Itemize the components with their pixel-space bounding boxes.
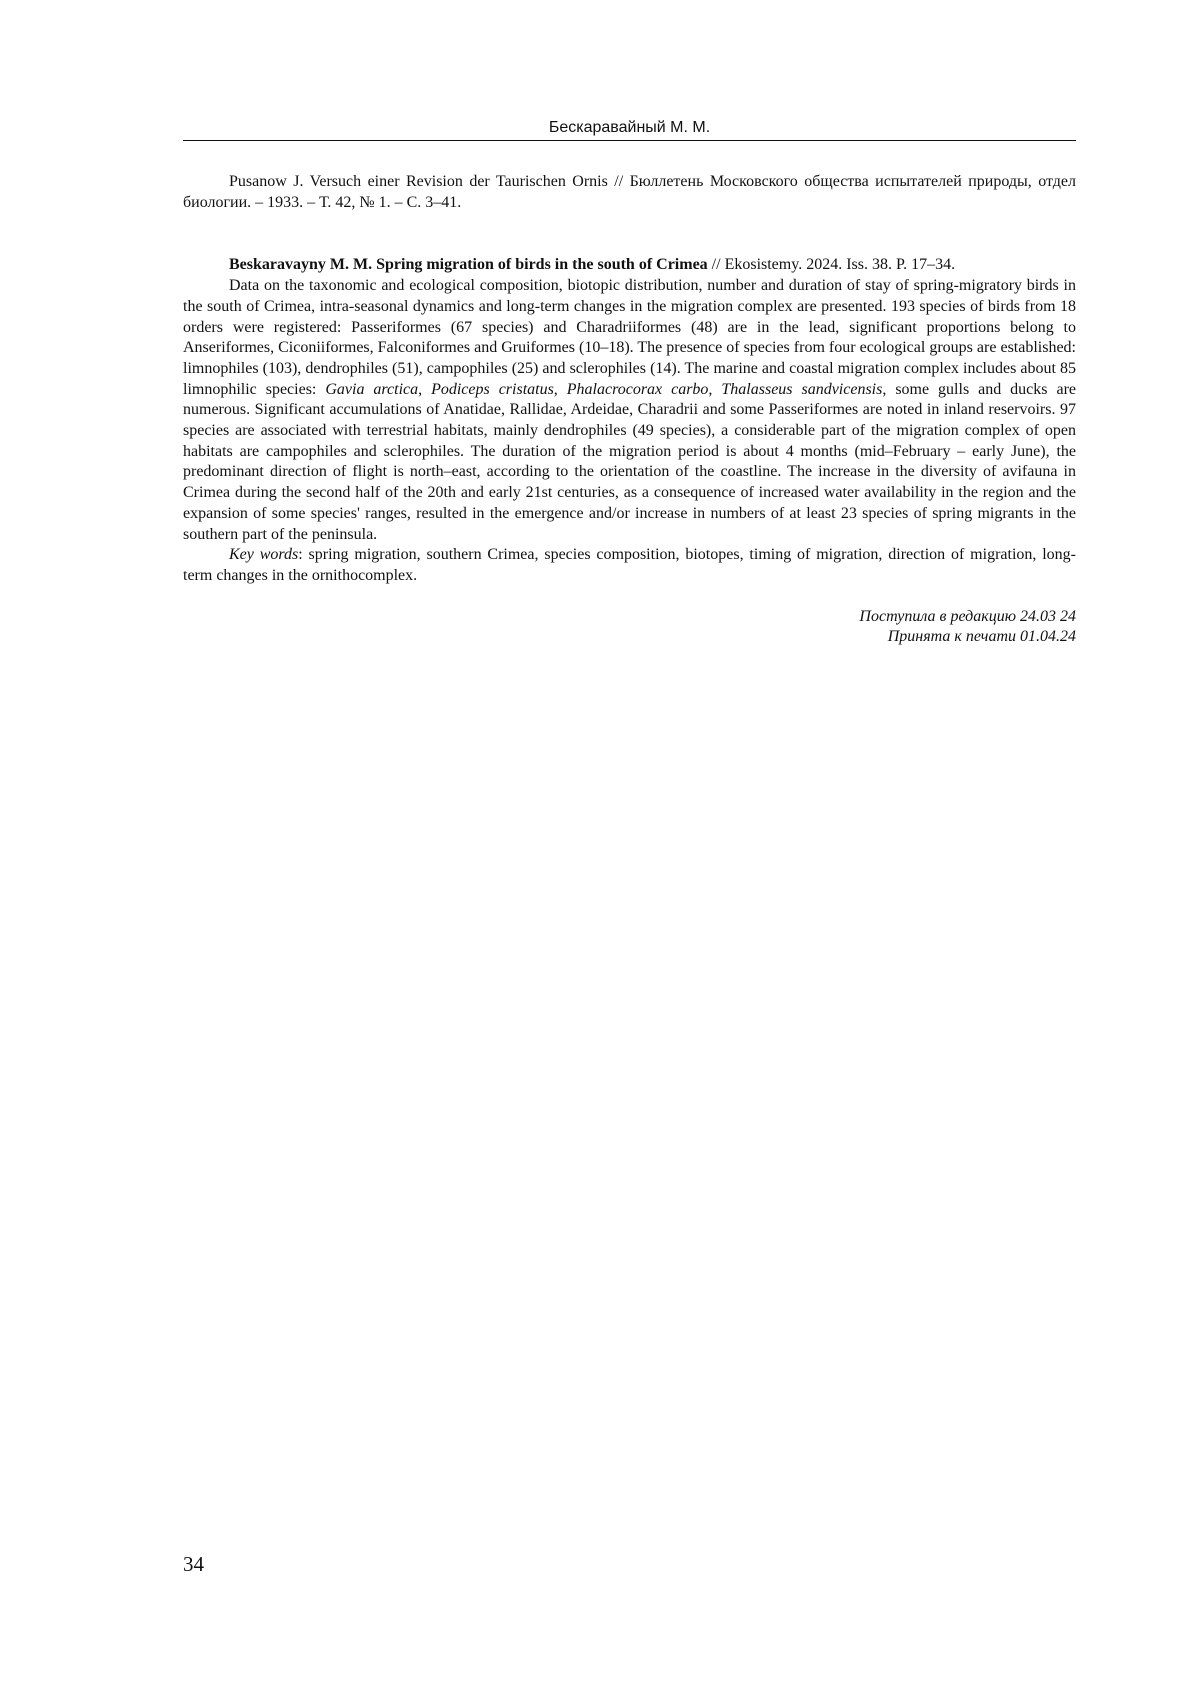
running-header: Бескаравайный М. М. [548, 119, 711, 136]
abstract-body [183, 276, 1076, 545]
page-content [183, 172, 1076, 648]
abstract-body-part1: Data on the taxonomic and ecological composition, biotopic distribution, number and duration of stay of spring-migratory birds in the south of Crimea, intra-seasonal dynamics and long-term changes in the migration complex are presented. 193 species of birds from 18 orders were registered: Passeriformes (67 species) and Charadriiformes (48) are in the lead, significant proportions belong to Anseriformes, Ciconiiformes, Falconiformes and Gruiformes (10–18). The presence of species from four ecological groups are established: limnophiles (103), dendrophiles (51), campophiles (25) and sclerophiles (14). The marine and coastal migration complex includes about 85 limnophilic species: [183, 277, 1076, 398]
keywords [183, 545, 1076, 586]
abstract-title: Beskaravayny M. M. Spring migration of birds in the south of Crimea [229, 256, 708, 274]
keywords-label: Key words [229, 546, 299, 564]
keywords-text: : spring migration, southern Crimea, species composition, biotopes, timing of migration, direction of migration, long-term changes in the ornithocomplex. [183, 546, 1077, 584]
accepted-date: Принята к печати 01.04.24 [887, 628, 1076, 646]
abstract-body-part2: , some gulls and ducks are numerous. Significant accumulations of Anatidae, Rallidae, Ardeidae, Charadrii and some Passeriformes are noted in inland reservoirs. 97 species are associated with terrestrial habitats, mainly dendrophiles (49 species), a considerable part of the migration complex of open habitats are campophiles and sclerophiles. The duration of the migration period is about 4 months (mid–February – early June), the predominant direction of flight is north–east, according to the orientation of the coastline. The increase in the diversity of avifauna in Crimea during the second half of the 20th and early 21st centuries, as a consequence of increased water availability in the region and the expansion of some species' ranges, resulted in the emergence and/or increase in numbers of at least 23 species of spring migrants in the southern part of the peninsula. [183, 380, 1076, 543]
header-divider [183, 140, 1076, 141]
page-number: 34 [183, 1552, 204, 1576]
abstract-species-names: Gavia arctica, Podiceps cristatus, Phalacrocorax carbo, Thalasseus sandvicensis [325, 380, 883, 398]
abstract-heading [183, 255, 1076, 276]
reference-entry: Pusanow J. Versuch einer Revision der Taurischen Ornis // Бюллетень Московского общества испытателей природы, отдел биологии. – 1933. – Т. 42, № 1. – С. 3–41. [183, 173, 1076, 211]
received-date: Поступила в редакцию 24.03 24 [859, 607, 1076, 625]
publication-dates [183, 607, 1076, 648]
abstract-citation: // Ekosistemy. 2024. Iss. 38. P. 17–34. [707, 256, 956, 274]
